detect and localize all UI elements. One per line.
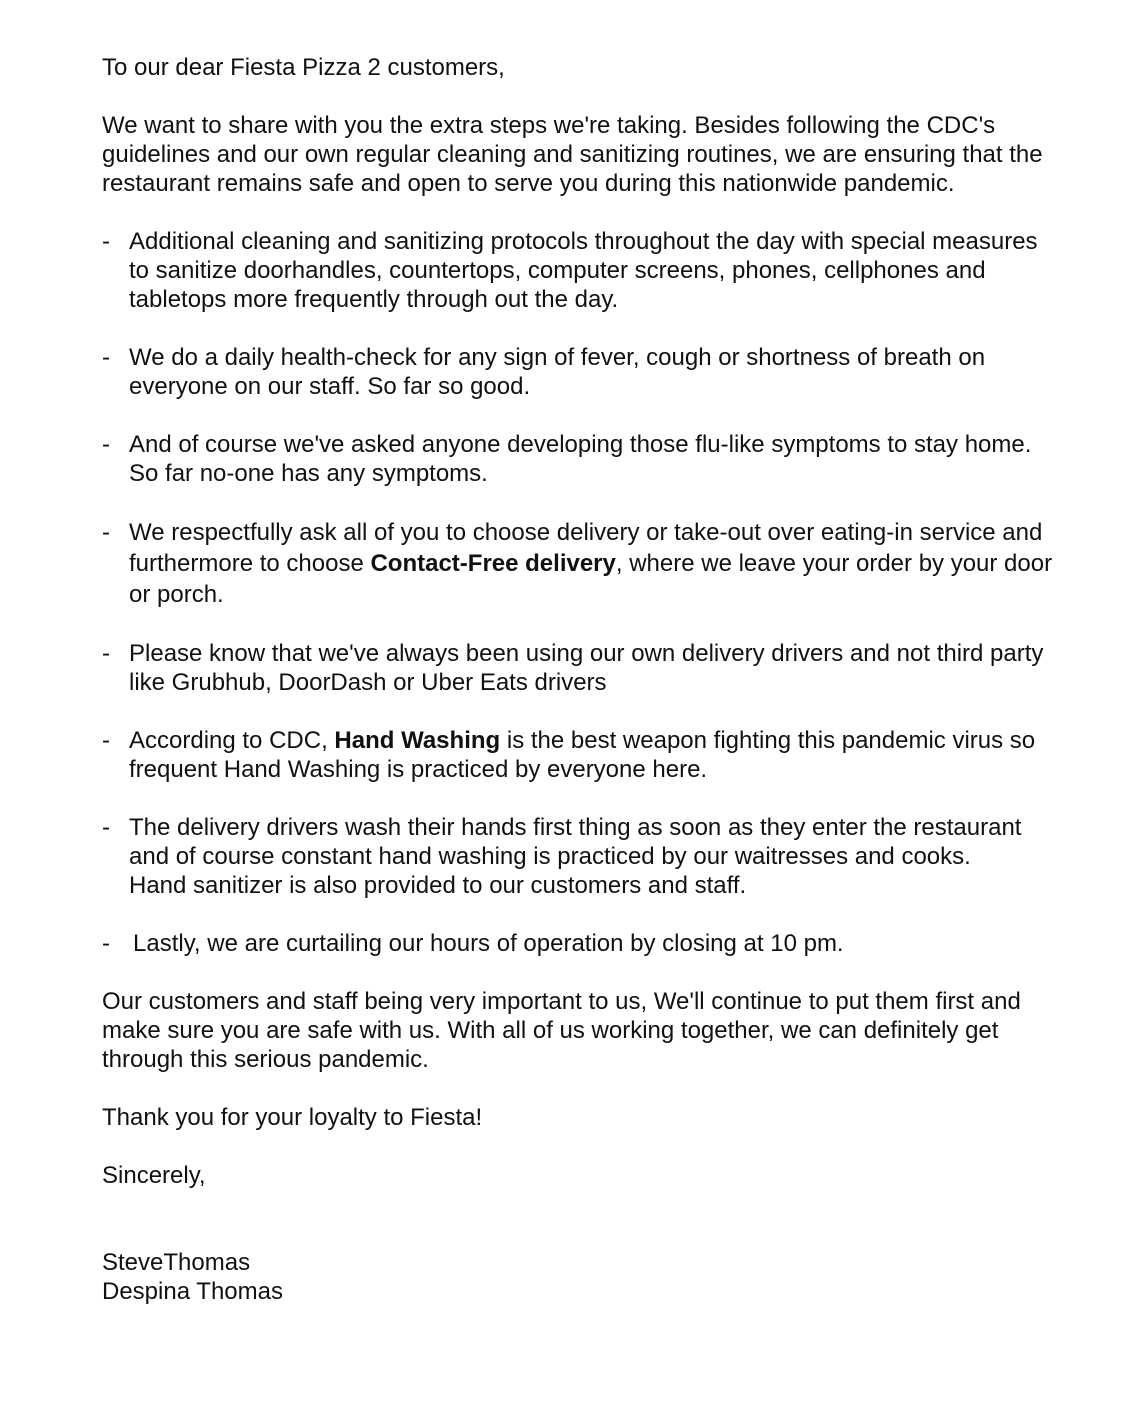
bullet-dash: - [102,228,110,255]
bullet-dash: - [102,431,110,458]
list-item-text: And of course we've asked anyone developing those flu-like symptoms to stay home. So far no-one has any symptoms. [129,431,1032,487]
bullet-dash: - [102,519,110,546]
letter [102,53,1062,1306]
list-item-text: Lastly, we are curtailing our hours of operation by closing at 10 pm. [133,930,844,957]
text-segment: According to CDC, [129,727,335,754]
signature-name: Despina Thomas [102,1278,283,1305]
emphasis-contact-free: Contact-Free delivery [370,550,616,577]
list-item-hand-washing [102,726,1062,784]
list-item-text [129,519,1052,608]
intro-paragraph: We want to share with you the extra steps we're taking. Besides following the CDC's guidelines and our own regular cleaning and sanitizing routines, we are ensuring that the restaurant remains safe and open to serve you during this nationwide pandemic. [102,112,1043,197]
list-item-text-sanitizer: Hand sanitizer is also provided to our customers and staff. [129,872,747,899]
bullet-dash: - [102,344,110,371]
list-item-stay-home [102,430,1062,488]
measures-list [102,227,1062,958]
signature-name: SteveThomas [102,1249,251,1276]
sign-off: Sincerely, [102,1162,206,1189]
list-item-text [129,727,1035,783]
bullet-dash: - [102,640,110,667]
list-item-text: Please know that we've always been using our own delivery drivers and not third party like Grubhub, DoorDash or Uber Eats drivers [129,640,1044,696]
closing-paragraph: Our customers and staff being very important to us, We'll continue to put them first and make sure you are safe with us. With all of us working together, we can definitely get through this serious pandemic. [102,988,1021,1073]
signatures [102,1248,1062,1306]
bullet-dash: - [102,930,110,957]
text-segment: We respectfully ask all of you to choose delivery or take-out over eating-in service and furthermore to choose [129,519,1043,577]
list-item-cleaning [102,227,1062,314]
list-item-health-check [102,343,1062,401]
thanks-line: Thank you for your loyalty to Fiesta! [102,1104,483,1131]
list-item-own-drivers [102,639,1062,697]
list-item-contact-free [102,517,1062,610]
list-item-drivers-wash [102,813,1062,900]
text-segment: is the best weapon fighting this pandemic virus so frequent Hand Washing is practiced by everyone here. [129,727,1036,783]
text-segment: , where we leave your order by your door or porch. [129,550,1053,608]
list-item-hours [102,929,1062,958]
list-item-text: The delivery drivers wash their hands first thing as soon as they enter the restaurant and of course constant hand washing is practiced by our waitresses and cooks. [129,814,1022,870]
list-item-text: We do a daily health-check for any sign of fever, cough or shortness of breath on everyone on our staff. So far so good. [129,344,986,400]
list-item-text: Additional cleaning and sanitizing protocols throughout the day with special measures to sanitize doorhandles, countertops, computer screens, phones, cellphones and tabletops more frequently through out the day. [129,228,1038,313]
emphasis-hand-washing: Hand Washing [334,727,501,754]
greeting: To our dear Fiesta Pizza 2 customers, [102,54,505,81]
bullet-dash: - [102,814,110,841]
bullet-dash: - [102,727,110,754]
